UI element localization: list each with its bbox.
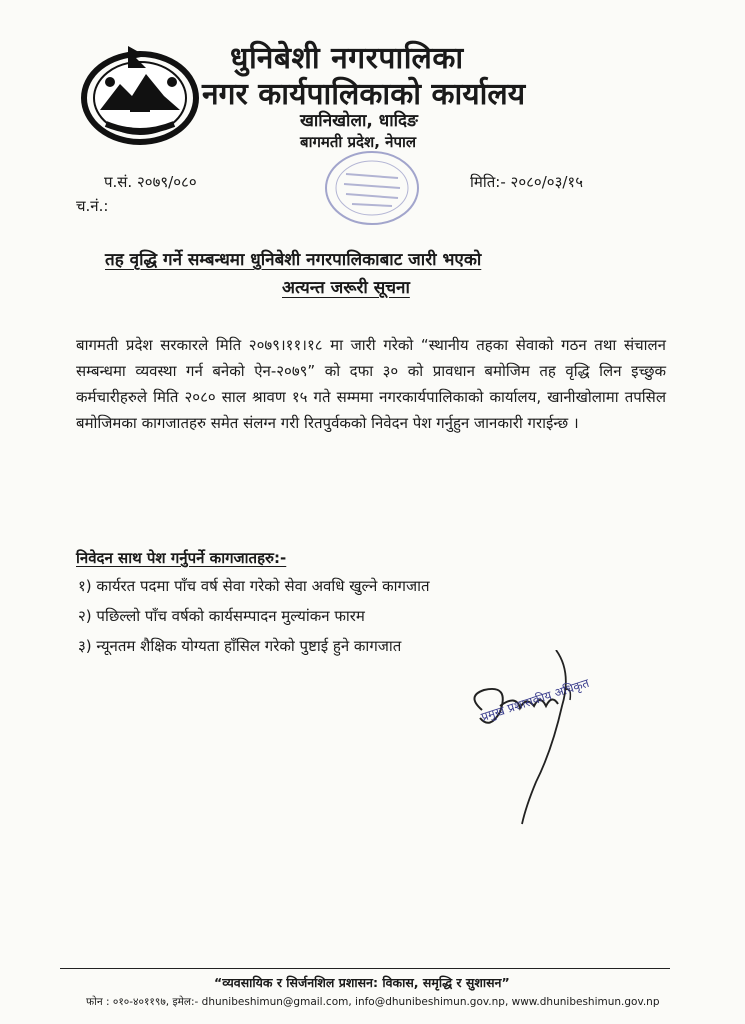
footer-slogan: “व्यवसायिक र सिर्जनशिल प्रशासन: विकास, समृद्धि र सुशासन”: [214, 975, 510, 990]
office-name: नगर कार्यपालिकाको कार्यालय: [202, 77, 526, 112]
document-item: १) कार्यरत पदमा पाँच वर्ष सेवा गरेको सेवा अवधि खुल्ने कागजात: [78, 577, 430, 595]
notice-body: बागमती प्रदेश सरकारले मिति २०७९।११।१८ मा जारी गरेको “स्थानीय तहका सेवाको गठन तथा संचालन सम्बन्धमा व्यवस्था गर्न बनेको ऐन-२०७९” को दफा ३० को प्रावधान बमोजिम तह वृद्धि लिन इच्छुक कर्मचारीहरुले मिति २०८० साल श्रावण १५ गते सम्ममा नगरकार्यपालिकाको कार्यालय, खानीखोलामा तपसिल बमोजिमका कागजातहरु समेत संलग्न गरी रितपुर्वकको निवेदन पेश गर्नुहुन जानकारी गराईन्छ ।: [76, 336, 666, 432]
reference-number: प.सं. २०७९/०८०: [104, 173, 197, 191]
municipality-emblem-icon: [80, 38, 200, 148]
office-location: खानिखोला, धादिङ: [300, 111, 418, 131]
notice-title-line-2: अत्यन्त जरूरी सूचना: [282, 278, 410, 298]
office-stamp: [322, 146, 422, 230]
documents-heading: निवेदन साथ पेश गर्नुपर्ने कागजातहरु:-: [76, 549, 287, 567]
municipality-name: धुनिबेशी नगरपालिका: [230, 41, 464, 76]
province-name: बागमती प्रदेश, नेपाल: [300, 133, 417, 151]
document-item: २) पछिल्लो पाँच वर्षको कार्यसम्पादन मुल्यांकन फारम: [78, 607, 365, 625]
letter-date: मिति:- २०८०/०३/१५: [470, 173, 584, 191]
footer-divider: [60, 968, 670, 969]
notice-title-line-1: तह वृद्धि गर्ने सम्बन्धमा धुनिबेशी नगरपालिकाबाट जारी भएको: [105, 250, 482, 270]
dispatch-number: च.नं.:: [76, 197, 109, 215]
footer-contact: फोन : ०१०-४०११९७, इमेल:- dhunibeshimun@gmail.com, info@dhunibeshimun.gov.np, www.dhunibeshimun.gov.np: [86, 996, 660, 1008]
document-item: ३) न्यूनतम शैक्षिक योग्यता हाँसिल गरेको पुष्टाई हुने कागजात: [78, 637, 402, 655]
officer-designation: प्रमुख प्रशासकीय अधिकृत: [479, 675, 591, 725]
